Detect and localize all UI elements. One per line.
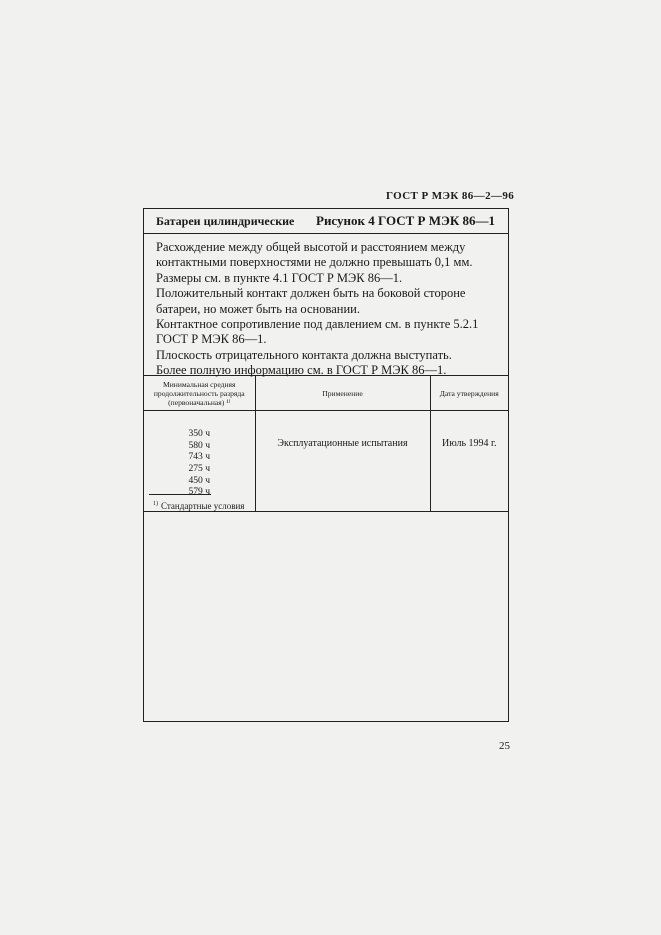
duration-value: 350 ч xyxy=(188,428,211,440)
footnote-divider xyxy=(149,494,211,495)
column-header-duration: Минимальная средняя продолжительность разряда (первоначальная) ¹⁾ xyxy=(144,376,255,411)
figure-title-right: Рисунок 4 ГОСТ Р МЭК 86—1 xyxy=(316,213,495,228)
discharge-table xyxy=(144,375,508,512)
page-number: 25 xyxy=(499,740,510,752)
note-more-info: Более полную информацию см. в ГОСТ Р МЭК 86—1. xyxy=(156,363,447,378)
approval-date-cell: Июль 1994 г. xyxy=(430,411,508,512)
footnote-mark: 1) xyxy=(153,501,158,507)
figure-title-row xyxy=(144,209,508,234)
duration-value: 579 ч xyxy=(188,486,211,498)
figure-notes xyxy=(156,240,502,379)
note-positive-contact: Положительный контакт должен быть на боковой стороне батареи, но может быть на основании. xyxy=(156,286,466,316)
duration-value: 580 ч xyxy=(188,439,211,451)
figure-frame xyxy=(143,208,509,722)
column-header-application: Применение xyxy=(255,376,430,411)
application-cell: Эксплуатационные испытания xyxy=(255,411,430,512)
column-header-approval-date: Дата утверждения xyxy=(430,376,508,411)
note-height-tolerance: Расхождение между общей высотой и расстоянием между контактными поверхностями не должно превышать 0,1 мм. xyxy=(156,240,473,270)
duration-cell xyxy=(144,411,255,512)
duration-value: 743 ч xyxy=(188,451,211,463)
duration-list xyxy=(188,424,210,498)
duration-value: 275 ч xyxy=(188,463,211,474)
footnote xyxy=(153,501,244,511)
duration-value: 450 ч xyxy=(188,474,211,486)
note-contact-resistance: Контактное сопротивление под давлением см. в пункте 5.2.1 ГОСТ Р МЭК 86—1. xyxy=(156,317,479,347)
note-dimensions: Размеры см. в пункте 4.1 ГОСТ Р МЭК 86—1. xyxy=(156,270,403,285)
footnote-text: Стандартные условия xyxy=(161,501,245,511)
table-header-row xyxy=(144,376,508,411)
note-negative-contact: Плоскость отрицательного контакта должна выступать. xyxy=(156,347,452,362)
table-row xyxy=(144,411,508,512)
document-code: ГОСТ Р МЭК 86—2—96 xyxy=(386,190,515,202)
figure-title-left: Батареи цилиндрические xyxy=(156,214,295,228)
